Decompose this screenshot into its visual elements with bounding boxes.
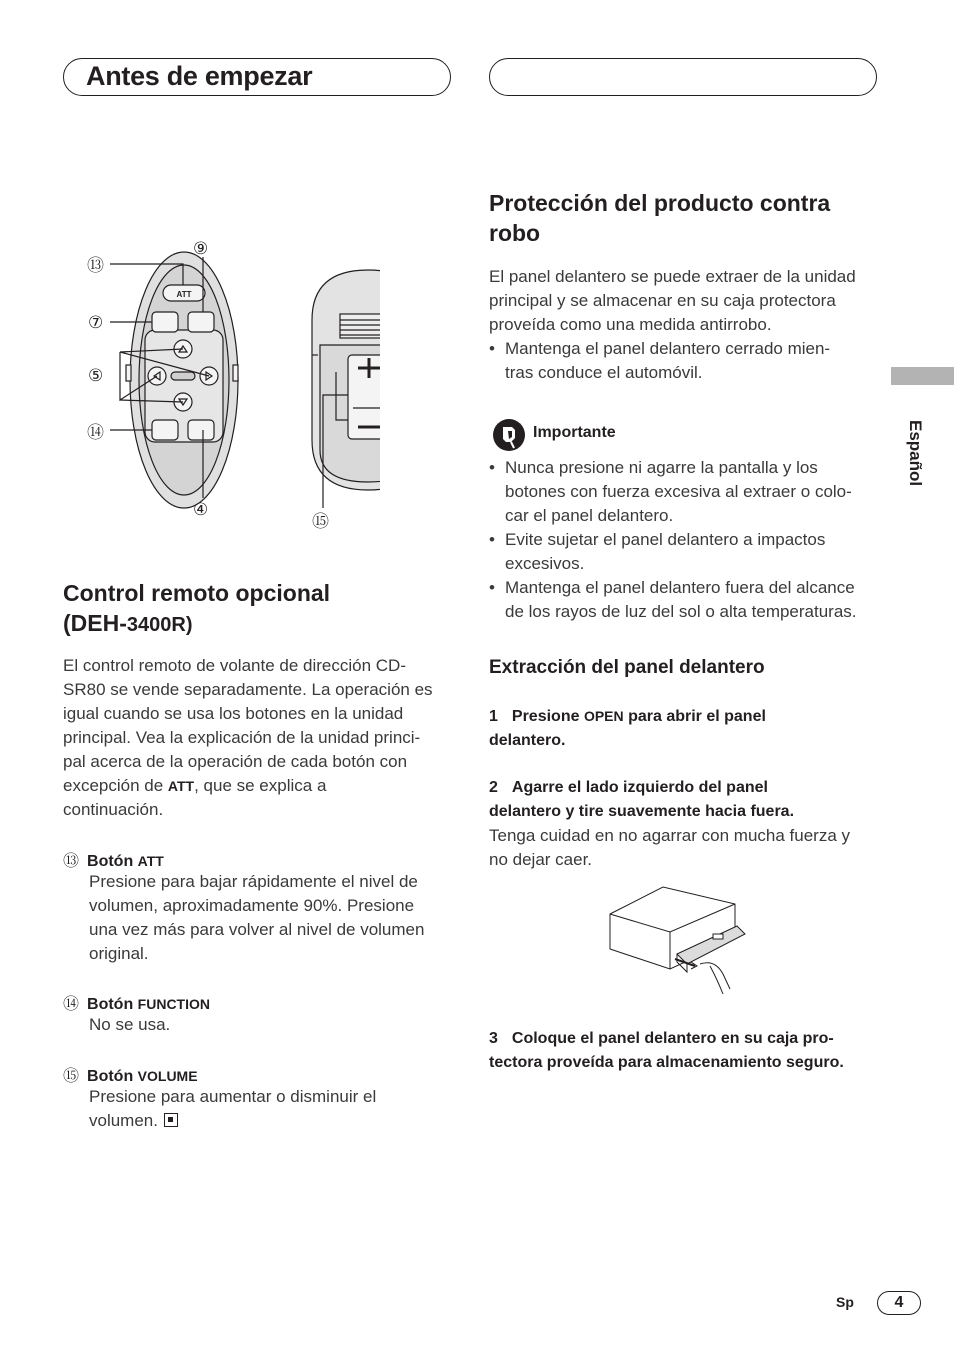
text-line: tectora proveída para almacenamiento seguro. [489, 1054, 844, 1071]
remote-control-figure [80, 232, 380, 532]
subheading-panel-removal: Extracción del panel delantero [489, 657, 765, 678]
item-number: ⑮ [63, 1068, 80, 1085]
text-line: continuación. [63, 800, 164, 819]
heading-line-2: robo [489, 220, 541, 246]
item-button-name: FUNCTION [137, 996, 210, 1012]
remote-button-top-right [188, 312, 214, 332]
text-line: principal. Vea la explicación de la unidad princi- [63, 728, 421, 747]
callout-5: ⑤ [88, 366, 104, 385]
text-line [489, 704, 889, 729]
text-span: para abrir el panel [623, 708, 766, 725]
item-function-body [89, 1013, 449, 1037]
heading-line-2 [63, 608, 330, 640]
text-line: excesivos. [505, 554, 585, 573]
heading-theft-protection [489, 188, 830, 248]
text-line: no dejar caer. [489, 850, 593, 869]
important-bullets [489, 456, 889, 624]
text-line: principal y se almacenar en su caja protectora [489, 291, 836, 310]
step-number: 2 [489, 779, 498, 796]
list-item [489, 337, 889, 385]
section-header-box-empty [489, 58, 877, 96]
language-code: Sp [836, 1294, 854, 1310]
att-keyword: ATT [167, 778, 195, 794]
item-volume-heading [63, 1063, 198, 1086]
text-line: • Mantenga el panel delantero fuera del alcance [505, 578, 855, 597]
text-span: volumen. [89, 1111, 158, 1130]
callout-7: ⑦ [88, 313, 104, 332]
item-button-name: VOLUME [137, 1068, 198, 1084]
open-keyword: OPEN [583, 708, 624, 724]
callout-4: ④ [193, 500, 209, 519]
language-tab-label: Español [906, 420, 925, 487]
text-line [63, 774, 453, 798]
remote-button-bottom-right [188, 420, 214, 440]
function-button [152, 420, 178, 440]
remote-intro-paragraph [63, 654, 453, 822]
page-number: 4 [877, 1291, 921, 1315]
text-line [489, 1027, 889, 1051]
text-line [489, 776, 889, 800]
text-line: Tenga cuidad en no agarrar con mucha fuerza y [489, 826, 851, 845]
text-span: Agarre el lado izquierdo del panel [511, 779, 768, 796]
text-line: pal acerca de la operación de cada botón con [63, 752, 408, 771]
heading-line-1: Protección del producto contra [489, 190, 831, 216]
section-header-box [63, 58, 451, 96]
item-label: Botón [87, 996, 138, 1013]
item-button-name: ATT [137, 853, 164, 869]
step-number: 3 [489, 1030, 498, 1047]
text-line: • Mantenga el panel delantero cerrado mien- [505, 339, 831, 358]
item-number: ⑬ [63, 853, 80, 870]
list-item [489, 456, 889, 528]
text-line: • Evite sujetar el panel delantero a impactos [505, 530, 826, 549]
theft-intro-paragraph [489, 265, 889, 337]
important-label: Importante [533, 424, 616, 441]
item-att-body [89, 870, 449, 966]
remote-button-top-left [152, 312, 178, 332]
callout-13: ⑬ [87, 256, 104, 275]
heading-remote-control [63, 578, 330, 640]
item-att-heading [63, 848, 164, 871]
important-icon [492, 418, 526, 452]
step-2-note [489, 824, 889, 872]
text-line: delantero y tire suavemente hacia fuera. [489, 803, 795, 820]
section-title: Antes de empezar [86, 61, 313, 91]
text-span: Presione [511, 708, 584, 725]
text-span: Coloque el panel delantero en su caja pro- [511, 1030, 834, 1047]
text-line: No se usa. [89, 1015, 171, 1034]
text-line: Presione para bajar rápidamente el nivel de [89, 872, 418, 891]
text-span: , que se explica a [194, 776, 327, 795]
theft-intro-bullets [489, 337, 889, 385]
text-line: car el panel delantero. [505, 506, 674, 525]
text-line: igual cuando se usa los botones en la unidad [63, 704, 404, 723]
text-line: El panel delantero se puede extraer de la unidad [489, 267, 856, 286]
heading-model: 3400R) [126, 614, 193, 636]
text-line: volumen, aproximadamente 90%. Presione [89, 896, 415, 915]
item-function-heading [63, 991, 210, 1014]
step-2 [489, 776, 889, 824]
text-line: proveída como una medida antirrobo. [489, 315, 772, 334]
step-number: 1 [489, 708, 498, 725]
text-line: tras conduce el automóvil. [505, 363, 703, 382]
callout-9: ⑨ [193, 239, 209, 258]
att-button-label: ATT [176, 290, 192, 299]
panel-removal-illustration [605, 884, 750, 1004]
heading-model-prefix: (DEH- [63, 610, 127, 636]
item-label: Botón [87, 853, 138, 870]
callout-14: ⑭ [87, 423, 104, 442]
item-number: ⑭ [63, 996, 80, 1013]
text-line: delantero. [489, 732, 566, 749]
text-line [89, 1109, 449, 1133]
text-line: • Nunca presione ni agarre la pantalla y los [505, 458, 818, 477]
heading-line-1: Control remoto opcional [63, 580, 331, 606]
list-item [489, 528, 889, 576]
item-label: Botón [87, 1068, 138, 1085]
text-line: El control remoto de volante de dirección CD- [63, 656, 406, 675]
list-item [489, 576, 889, 624]
text-line: SR80 se vende separadamente. La operación es [63, 680, 433, 699]
text-line: una vez más para volver al nivel de volumen [89, 920, 425, 939]
callout-15: ⑮ [312, 512, 329, 531]
text-line: botones con fuerza excesiva al extraer o colo- [505, 482, 852, 501]
item-volume-body [89, 1085, 449, 1133]
step-1 [489, 704, 889, 753]
text-line: Presione para aumentar o disminuir el [89, 1087, 377, 1106]
text-line: original. [89, 944, 149, 963]
text-span: excepción de [63, 776, 168, 795]
step-3 [489, 1027, 889, 1075]
text-line: de los rayos de luz del sol o alta temperaturas. [505, 602, 857, 621]
language-tab-marker [891, 367, 954, 385]
end-of-section-icon [164, 1113, 178, 1127]
